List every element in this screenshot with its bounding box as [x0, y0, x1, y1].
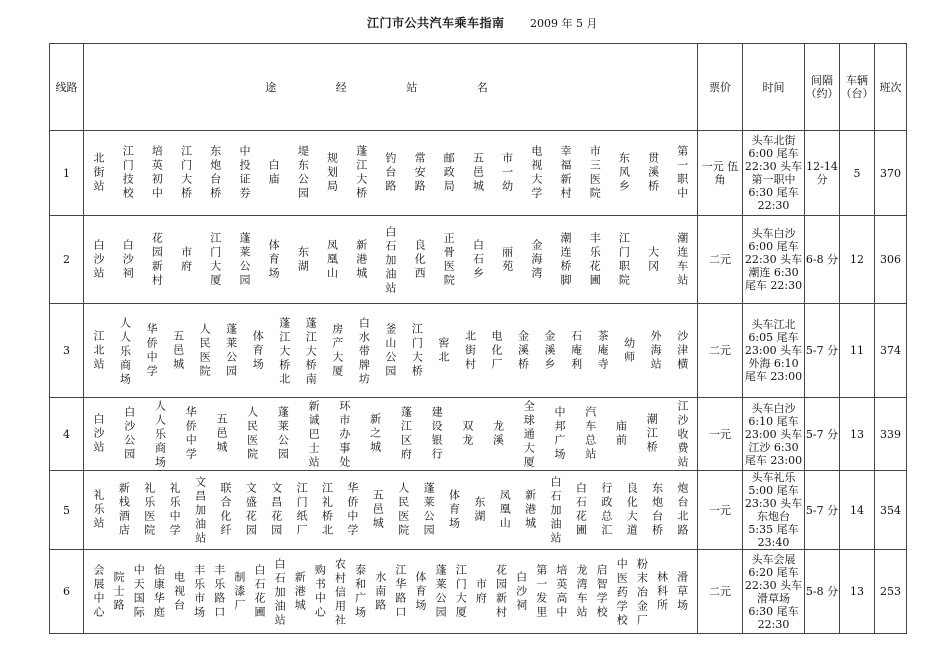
time-cell: 头车白沙 6:10 尾车 23:00 头车江沙 6:30 尾车 23:00	[743, 398, 805, 471]
station-name: 江门大桥	[410, 322, 424, 379]
stations-list	[84, 400, 697, 468]
fare-cell: 一元	[698, 471, 743, 550]
station-name: 体育场	[447, 489, 461, 531]
stations-list	[84, 476, 697, 544]
route-number: 6	[50, 550, 84, 634]
station-name: 丰乐市场	[192, 563, 206, 620]
station-name: 凤凰山	[498, 489, 512, 531]
station-name: 全球通大厦	[522, 400, 536, 470]
station-name: 汽车总站	[583, 406, 597, 462]
time-cell: 头车北街 6:00 尾车 22:30 头车第一职中 6:30 尾车 22:30	[743, 131, 805, 216]
station-name: 江礼桥北	[320, 482, 334, 538]
station-name: 东炮台桥	[650, 482, 664, 538]
station-name: 农村信用社	[333, 557, 347, 628]
page-date: 2009 年 5 月	[530, 17, 598, 30]
station-name: 丰乐花圃	[588, 231, 602, 288]
station-name: 潮连车站	[675, 231, 689, 288]
station-name: 新之城	[368, 413, 382, 455]
station-name: 蓬江大桥北	[277, 316, 291, 387]
fare-cell: 二元	[698, 304, 743, 398]
station-name: 东炮台桥	[208, 145, 222, 201]
station-name: 粉末冶金厂	[635, 557, 649, 628]
station-name: 蓬江大桥南	[304, 316, 318, 387]
station-name: 白沙站	[92, 238, 105, 281]
station-name: 江北站	[92, 329, 105, 372]
station-name: 庙前	[614, 420, 628, 448]
station-name: 电视大学	[529, 145, 543, 201]
station-name: 建设银行	[430, 406, 444, 462]
station-name: 金海湾	[529, 238, 543, 281]
station-name: 怡康华庭	[152, 563, 166, 620]
station-name: 炮台北路	[675, 482, 689, 538]
station-name: 良化大道	[625, 482, 639, 538]
station-name: 林科所	[655, 570, 669, 613]
station-name: 第一发里	[534, 563, 548, 620]
station-name: 江华路口	[393, 563, 407, 620]
station-name: 新诚巴士站	[307, 400, 321, 470]
station-name: 白石花圃	[574, 482, 588, 538]
station-name: 文昌加油站	[193, 476, 207, 546]
station-name: 龙湾车站	[575, 563, 588, 620]
station-name: 新港城	[523, 489, 537, 531]
station-name: 蓬莱公园	[276, 406, 290, 462]
table-row	[50, 216, 907, 304]
bus-schedule-table	[49, 43, 907, 634]
header-stations: 途 经 站 名	[84, 44, 698, 131]
station-name: 石庵利	[569, 329, 583, 372]
station-name: 启智学校	[595, 563, 609, 620]
station-name: 新栈酒店	[117, 482, 131, 538]
station-name: 购书中心	[313, 563, 327, 620]
station-name: 江门大桥	[179, 145, 193, 201]
station-name: 人民医院	[396, 482, 410, 538]
time-cell: 头车江北 6:05 尾车 23:00 头车外海 6:10 尾车 23:00	[743, 304, 805, 398]
station-name: 电化厂	[489, 329, 503, 372]
station-name: 院士路	[112, 570, 126, 613]
station-name: 江门大厦	[454, 563, 468, 620]
station-name: 幸福新村	[559, 145, 572, 201]
interval-cell: 5-8 分	[805, 550, 840, 634]
station-name: 人民医院	[198, 322, 212, 379]
station-name: 白水带牌坊	[357, 316, 371, 387]
station-name: 礼乐医院	[142, 482, 156, 538]
stations-list	[84, 558, 697, 626]
station-name: 水南路	[373, 570, 387, 613]
trips-cell: 354	[875, 471, 907, 550]
fare-cell: 二元	[698, 550, 743, 634]
station-name: 钓台路	[383, 152, 397, 194]
interval-cell: 5-7 分	[805, 471, 840, 550]
station-name: 中投证券	[237, 145, 251, 201]
table-header-row	[50, 44, 907, 131]
interval-cell: 5-7 分	[805, 304, 840, 398]
station-name: 白沙祠	[121, 238, 135, 281]
station-name: 江沙收费站	[675, 400, 689, 470]
header-trips: 班次	[875, 44, 907, 131]
station-name: 丽苑	[500, 245, 514, 274]
station-name: 北街站	[92, 152, 105, 194]
stations-list	[84, 226, 697, 294]
buses-cell: 13	[840, 398, 875, 471]
station-name: 人人乐商场	[153, 400, 167, 470]
header-time: 时间	[743, 44, 805, 131]
station-name: 常安路	[413, 152, 427, 194]
station-name: 凤凰山	[325, 238, 339, 281]
station-name: 白沙公园	[122, 406, 136, 462]
station-name: 双龙	[460, 420, 474, 448]
table-body	[50, 131, 907, 634]
station-name: 体育场	[267, 238, 281, 281]
station-name: 中邦广场	[553, 406, 567, 462]
fare-cell: 二元	[698, 216, 743, 304]
station-name: 潮江桥	[645, 413, 659, 455]
route-number: 2	[50, 216, 84, 304]
station-name: 联合化纤	[218, 482, 232, 538]
station-name: 花园新村	[150, 231, 164, 288]
station-name: 良化西	[413, 238, 427, 281]
station-name: 白沙祠	[514, 570, 528, 613]
station-name: 五邑城	[171, 329, 185, 372]
table-row	[50, 471, 907, 550]
route-number: 3	[50, 304, 84, 398]
station-name: 幼师	[622, 336, 636, 365]
station-name: 江门纸厂	[295, 482, 309, 538]
station-name: 茶庵寺	[596, 329, 610, 372]
stations-list	[84, 317, 697, 385]
station-name: 蓬江大桥	[354, 145, 368, 201]
trips-cell: 370	[875, 131, 907, 216]
station-name: 培英初中	[150, 145, 164, 201]
station-name: 会展中心	[92, 563, 105, 620]
stations-cell	[84, 398, 698, 471]
station-name: 体育场	[251, 329, 265, 372]
header-fare: 票价	[698, 44, 743, 131]
station-name: 文盛花园	[244, 482, 258, 538]
station-name: 丰乐路口	[212, 563, 226, 620]
station-name: 外海站	[649, 329, 663, 372]
table-row	[50, 550, 907, 634]
station-name: 贯溪桥	[646, 152, 660, 194]
station-name: 市府	[179, 245, 193, 274]
header-buses: 车辆（台）	[840, 44, 875, 131]
station-name: 滑草场	[675, 570, 689, 613]
station-name: 蓬江区府	[399, 406, 413, 462]
station-name: 新港城	[293, 570, 307, 613]
header-route: 线路	[50, 44, 84, 131]
station-name: 五邑城	[214, 413, 228, 455]
station-name: 礼乐站	[92, 489, 105, 531]
buses-cell: 12	[840, 216, 875, 304]
page-title: 江门市公共汽车乘车指南	[367, 16, 505, 30]
station-name: 行政总汇	[599, 482, 613, 538]
station-name: 泰和广场	[353, 563, 367, 620]
time-cell: 头车会展 6:20 尾车 22:30 头车滑草场 6:30 尾车 22:30	[743, 550, 805, 634]
station-name: 市府	[474, 577, 488, 606]
station-name: 江门大厦	[208, 231, 222, 288]
interval-cell: 6-8 分	[805, 216, 840, 304]
station-name: 白石加油站	[383, 225, 397, 296]
station-name: 文昌花园	[269, 482, 283, 538]
fare-cell: 一元	[698, 398, 743, 471]
station-name: 礼乐中学	[168, 482, 182, 538]
station-name: 白石加油站	[273, 557, 287, 628]
buses-cell: 5	[840, 131, 875, 216]
station-name: 釜山公园	[383, 322, 397, 379]
station-name: 北街村	[463, 329, 477, 372]
buses-cell: 13	[840, 550, 875, 634]
station-name: 堤东公园	[296, 145, 310, 201]
station-name: 规划局	[325, 152, 339, 194]
station-name: 邮政局	[442, 152, 456, 194]
station-name: 龙溪	[491, 420, 505, 448]
station-name: 大冈	[646, 245, 660, 274]
table-row	[50, 398, 907, 471]
station-name: 市三医院	[588, 145, 602, 201]
station-name: 花园新村	[494, 563, 508, 620]
station-name: 沙津横	[675, 329, 689, 372]
header-interval: 间隔（约）	[805, 44, 840, 131]
interval-cell: 12-14 分	[805, 131, 840, 216]
station-name: 白庙	[267, 159, 281, 187]
station-name: 新港城	[354, 238, 368, 281]
station-name: 培英高中	[554, 563, 568, 620]
station-name: 五邑城	[471, 152, 485, 194]
fare-cell: 一元 伍角	[698, 131, 743, 216]
station-name: 白石花圃	[253, 563, 266, 620]
station-name: 蓬莱公园	[422, 482, 436, 538]
buses-cell: 14	[840, 471, 875, 550]
station-name: 蓬莱公园	[237, 231, 251, 288]
table-row	[50, 131, 907, 216]
station-name: 蓬莱公园	[434, 563, 448, 620]
route-number: 4	[50, 398, 84, 471]
station-name: 环市办事处	[337, 400, 351, 470]
station-name: 潮连桥脚	[559, 231, 572, 288]
station-name: 金溪乡	[543, 329, 557, 372]
route-number: 1	[50, 131, 84, 216]
station-name: 金溪桥	[516, 329, 530, 372]
time-cell: 头车礼乐 5:00 尾车 23:30 头车东炮台 5:35 尾车 23:40	[743, 471, 805, 550]
stations-cell	[84, 550, 698, 634]
station-name: 白石乡	[471, 238, 485, 281]
station-name: 华侨中学	[345, 482, 359, 538]
station-name: 人民医院	[245, 406, 259, 462]
station-name: 中天国际	[132, 563, 146, 620]
time-cell: 头车白沙 6:00 尾车 22:30 头车潮连 6:30 尾车 22:30	[743, 216, 805, 304]
buses-cell: 11	[840, 304, 875, 398]
table-row	[50, 304, 907, 398]
station-name: 电视台	[172, 570, 186, 613]
station-name: 制漆厂	[232, 570, 246, 613]
stations-cell	[84, 471, 698, 550]
station-name: 市一幼	[500, 152, 514, 194]
interval-cell: 5-7 分	[805, 398, 840, 471]
station-name: 华侨中学	[145, 322, 159, 379]
station-name: 第一职中	[675, 145, 689, 201]
route-number: 5	[50, 471, 84, 550]
page-header	[0, 12, 950, 36]
trips-cell: 339	[875, 398, 907, 471]
station-name: 房产大厦	[330, 322, 344, 379]
station-name: 体育场	[414, 570, 427, 613]
station-name: 白沙站	[92, 413, 105, 455]
station-name: 东风乡	[617, 152, 631, 194]
station-name: 江门职院	[617, 231, 631, 288]
stations-list	[84, 145, 697, 201]
stations-cell	[84, 216, 698, 304]
station-name: 华侨中学	[184, 406, 198, 462]
stations-cell	[84, 304, 698, 398]
station-name: 人人乐商场	[118, 316, 132, 387]
station-name: 窖北	[436, 336, 450, 365]
trips-cell: 306	[875, 216, 907, 304]
station-name: 白石加油站	[549, 476, 563, 546]
station-name: 五邑城	[371, 489, 385, 531]
station-name: 正骨医院	[442, 231, 456, 288]
station-name: 江门技校	[121, 145, 135, 201]
trips-cell: 374	[875, 304, 907, 398]
station-name: 中医药学校	[615, 557, 629, 628]
station-name: 东湖	[472, 496, 486, 524]
stations-cell	[84, 131, 698, 216]
trips-cell: 253	[875, 550, 907, 634]
station-name: 蓬莱公园	[224, 322, 238, 379]
station-name: 东湖	[296, 245, 310, 274]
